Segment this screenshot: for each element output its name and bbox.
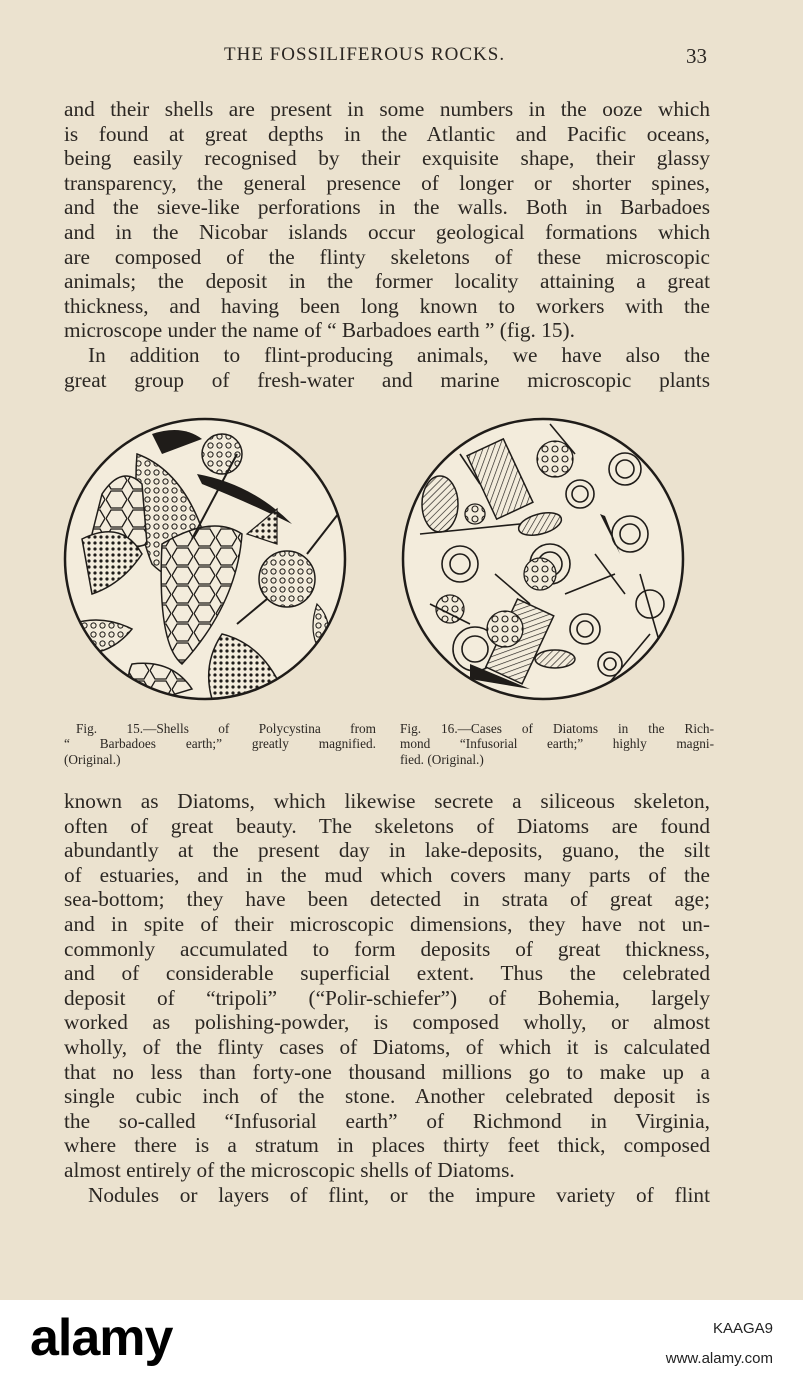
text-line: microscope under the name of “ Barbadoes earth ” (fig. 15).	[64, 318, 575, 343]
figure-15-polycystina-illustration	[62, 414, 348, 704]
text-line: abundantly at the present day in lake-deposits, guano, the silt	[64, 838, 710, 863]
text-line: and in the Nicobar islands occur geological formations which	[64, 219, 710, 244]
caption-line: fied. (Original.)	[400, 751, 484, 767]
alamy-logo: alamy	[30, 1309, 173, 1367]
paragraph-4	[64, 1183, 710, 1208]
text-line: known as Diatoms, which likewise secrete a siliceous skeleton,	[64, 789, 710, 813]
page-number: 33	[686, 44, 707, 68]
figure-16-caption	[400, 721, 714, 767]
paragraph-2	[64, 343, 710, 392]
text-line: and the sieve-like perforations in the walls. Both in Barbadoes	[64, 195, 710, 220]
running-head: THE FOSSILIFEROUS ROCKS.	[224, 44, 506, 65]
text-line: deposit of “tripoli” (“Polir-schiefer”) of Bohemia, largely	[64, 985, 710, 1010]
text-line: single cubic inch of the stone. Another celebrated deposit is	[64, 1084, 710, 1109]
text-line: worked as polishing-powder, is composed wholly, or almost	[64, 1010, 710, 1035]
text-line: Nodules or layers of flint, or the impure variety of flint	[88, 1183, 710, 1207]
text-line: almost entirely of the microscopic shells of Diatoms.	[64, 1157, 515, 1182]
text-line: where there is a stratum in places thirty feet thick, composed	[64, 1133, 710, 1158]
text-line: animals; the deposit in the former locality attaining a great	[64, 269, 710, 294]
figure-16-diatoms-illustration	[400, 414, 686, 704]
text-line: great group of fresh-water and marine microscopic plants	[64, 367, 710, 392]
text-line: often of great beauty. The skeletons of Diatoms are found	[64, 813, 710, 838]
text-line: wholly, of the flinty cases of Diatoms, of which it is calculated	[64, 1034, 710, 1059]
text-line: being easily recognised by their exquisite shape, their glassy	[64, 146, 710, 171]
text-line: that no less than forty-one thousand millions go to make up a	[64, 1059, 710, 1084]
caption-line: Fig. 15.—Shells of Polycystina from	[76, 721, 376, 736]
caption-line: (Original.)	[64, 751, 121, 767]
paragraph-3	[64, 789, 710, 1183]
text-line: are composed of the flinty skeletons of these microscopic	[64, 244, 710, 269]
paragraph-1	[64, 97, 710, 343]
text-line: and of considerable superficial extent. Thus the celebrated	[64, 961, 710, 986]
text-line: of estuaries, and in the mud which covers many parts of the	[64, 862, 710, 887]
text-line: and in spite of their microscopic dimensions, they have not un-	[64, 911, 710, 936]
caption-line: mond “Infusorial earth;” highly magni-	[400, 736, 714, 752]
text-line: and their shells are present in some numbers in the ooze which	[64, 97, 710, 121]
figure-15-caption	[64, 721, 376, 767]
text-line: sea-bottom; they have been detected in strata of great age;	[64, 887, 710, 912]
image-id: KAAGA9	[712, 1320, 773, 1337]
text-line: the so-called “Infusorial earth” of Richmond in Virginia,	[64, 1108, 710, 1133]
text-line: commonly accumulated to form deposits of great thickness,	[64, 936, 710, 961]
text-line: transparency, the general presence of longer or shorter spines,	[64, 170, 710, 195]
text-line: In addition to flint-producing animals, we have also the	[88, 343, 710, 367]
text-line: thickness, and having been long known to workers with the	[64, 293, 710, 318]
caption-line: Fig. 16.—Cases of Diatoms in the Rich-	[400, 721, 714, 736]
text-line: is found at great depths in the Atlantic and Pacific oceans,	[64, 121, 710, 146]
footer-url: www.alamy.com	[665, 1350, 773, 1367]
caption-line: “ Barbadoes earth;” greatly magnified.	[64, 736, 376, 752]
